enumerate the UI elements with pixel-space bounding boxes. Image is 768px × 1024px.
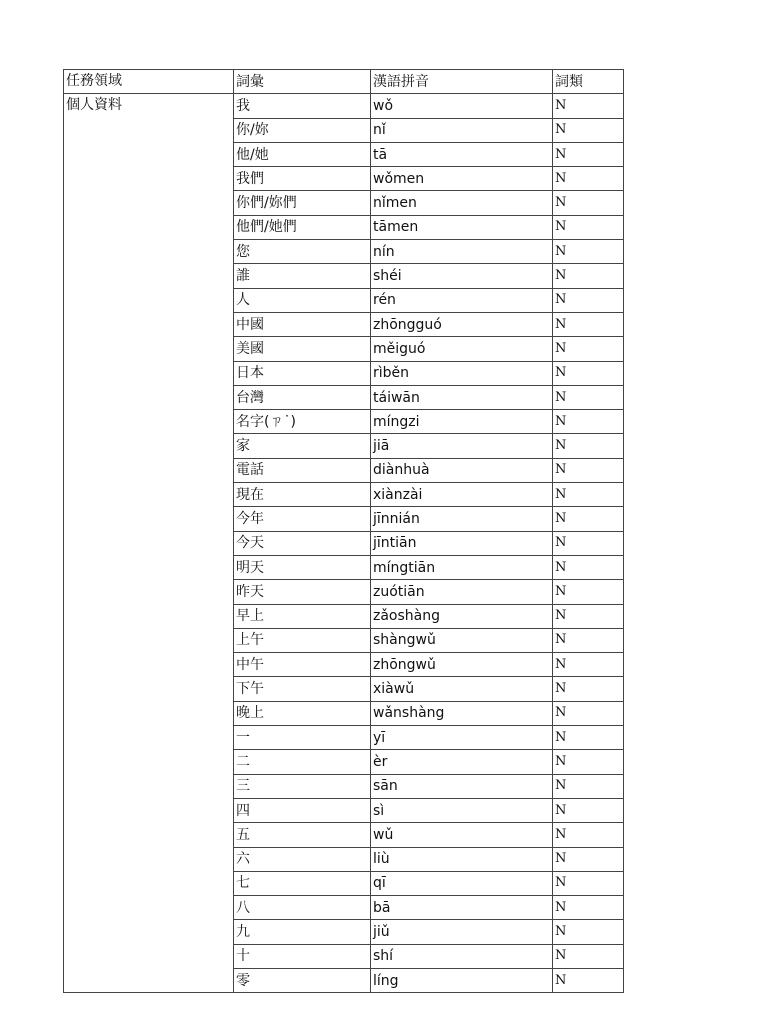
cell-word: 八 xyxy=(234,896,371,920)
cell-type: N xyxy=(553,823,624,847)
cell-word: 三 xyxy=(234,774,371,798)
header-type: 詞類 xyxy=(553,70,624,94)
cell-domain xyxy=(64,288,234,312)
cell-pinyin: jīntiān xyxy=(371,531,553,555)
cell-pinyin: tāmen xyxy=(371,215,553,239)
cell-type: N xyxy=(553,750,624,774)
table-row xyxy=(64,410,624,434)
cell-domain xyxy=(64,118,234,142)
cell-domain xyxy=(64,240,234,264)
cell-word: 他/她 xyxy=(234,142,371,166)
table-row xyxy=(64,871,624,895)
cell-pinyin: liù xyxy=(371,847,553,871)
header-domain: 任務領域 xyxy=(64,70,234,94)
table-row xyxy=(64,677,624,701)
cell-pinyin: zǎoshàng xyxy=(371,604,553,628)
cell-word: 人 xyxy=(234,288,371,312)
cell-word: 晚上 xyxy=(234,701,371,725)
table-row xyxy=(64,118,624,142)
cell-pinyin: sān xyxy=(371,774,553,798)
cell-word: 名字(ㄗ˙) xyxy=(234,410,371,434)
cell-domain xyxy=(64,750,234,774)
table-row xyxy=(64,288,624,312)
cell-domain xyxy=(64,191,234,215)
header-pinyin: 漢語拼音 xyxy=(371,70,553,94)
cell-pinyin: wǔ xyxy=(371,823,553,847)
cell-domain xyxy=(64,264,234,288)
table-row xyxy=(64,798,624,822)
cell-word: 四 xyxy=(234,798,371,822)
cell-domain xyxy=(64,142,234,166)
table-row xyxy=(64,240,624,264)
cell-word: 現在 xyxy=(234,483,371,507)
cell-word: 他們/她們 xyxy=(234,215,371,239)
cell-type: N xyxy=(553,483,624,507)
cell-domain xyxy=(64,677,234,701)
table-row xyxy=(64,215,624,239)
cell-domain xyxy=(64,483,234,507)
cell-pinyin: rìběn xyxy=(371,361,553,385)
table-row xyxy=(64,507,624,531)
cell-type: N xyxy=(553,774,624,798)
cell-domain xyxy=(64,531,234,555)
cell-word: 下午 xyxy=(234,677,371,701)
cell-word: 您 xyxy=(234,240,371,264)
table-row xyxy=(64,531,624,555)
cell-type: N xyxy=(553,240,624,264)
cell-word: 日本 xyxy=(234,361,371,385)
table-row xyxy=(64,750,624,774)
table-row xyxy=(64,628,624,652)
cell-pinyin: jiā xyxy=(371,434,553,458)
table-row xyxy=(64,191,624,215)
cell-type: N xyxy=(553,604,624,628)
cell-type: N xyxy=(553,531,624,555)
cell-word: 今年 xyxy=(234,507,371,531)
table-row xyxy=(64,94,624,118)
cell-pinyin: bā xyxy=(371,896,553,920)
cell-pinyin: zhōngguó xyxy=(371,312,553,336)
cell-pinyin: yī xyxy=(371,726,553,750)
cell-domain xyxy=(64,847,234,871)
cell-domain xyxy=(64,798,234,822)
cell-type: N xyxy=(553,507,624,531)
cell-domain xyxy=(64,312,234,336)
cell-pinyin: wǒ xyxy=(371,94,553,118)
cell-type: N xyxy=(553,288,624,312)
table-row xyxy=(64,920,624,944)
table-header-row xyxy=(64,70,624,94)
cell-domain xyxy=(64,968,234,992)
cell-word: 七 xyxy=(234,871,371,895)
cell-pinyin: shàngwǔ xyxy=(371,628,553,652)
cell-word: 昨天 xyxy=(234,580,371,604)
cell-pinyin: wǎnshàng xyxy=(371,701,553,725)
table-row xyxy=(64,944,624,968)
cell-domain xyxy=(64,653,234,677)
table-row xyxy=(64,312,624,336)
cell-pinyin: qī xyxy=(371,871,553,895)
cell-pinyin: míngzi xyxy=(371,410,553,434)
cell-word: 中國 xyxy=(234,312,371,336)
table-row xyxy=(64,385,624,409)
cell-word: 零 xyxy=(234,968,371,992)
cell-domain xyxy=(64,458,234,482)
cell-type: N xyxy=(553,167,624,191)
vocabulary-table-body xyxy=(64,70,624,993)
cell-domain xyxy=(64,215,234,239)
cell-type: N xyxy=(553,847,624,871)
cell-type: N xyxy=(553,968,624,992)
cell-type: N xyxy=(553,410,624,434)
cell-word: 明天 xyxy=(234,555,371,579)
cell-domain xyxy=(64,337,234,361)
cell-pinyin: rén xyxy=(371,288,553,312)
cell-pinyin: líng xyxy=(371,968,553,992)
cell-pinyin: nǐmen xyxy=(371,191,553,215)
cell-domain xyxy=(64,726,234,750)
cell-type: N xyxy=(553,118,624,142)
cell-pinyin: xiàwǔ xyxy=(371,677,553,701)
table-row xyxy=(64,434,624,458)
table-row xyxy=(64,896,624,920)
cell-word: 你們/妳們 xyxy=(234,191,371,215)
cell-word: 今天 xyxy=(234,531,371,555)
cell-type: N xyxy=(553,191,624,215)
cell-domain xyxy=(64,507,234,531)
cell-word: 早上 xyxy=(234,604,371,628)
cell-domain xyxy=(64,628,234,652)
cell-domain xyxy=(64,580,234,604)
cell-type: N xyxy=(553,458,624,482)
cell-domain xyxy=(64,701,234,725)
cell-domain xyxy=(64,385,234,409)
cell-type: N xyxy=(553,896,624,920)
table-row xyxy=(64,337,624,361)
cell-pinyin: míngtiān xyxy=(371,555,553,579)
cell-type: N xyxy=(553,264,624,288)
cell-type: N xyxy=(553,798,624,822)
cell-pinyin: táiwān xyxy=(371,385,553,409)
table-row xyxy=(64,167,624,191)
cell-domain xyxy=(64,167,234,191)
cell-type: N xyxy=(553,580,624,604)
table-row xyxy=(64,604,624,628)
cell-pinyin: nín xyxy=(371,240,553,264)
cell-type: N xyxy=(553,920,624,944)
cell-word: 台灣 xyxy=(234,385,371,409)
cell-pinyin: jiǔ xyxy=(371,920,553,944)
cell-type: N xyxy=(553,871,624,895)
table-row xyxy=(64,774,624,798)
cell-word: 上午 xyxy=(234,628,371,652)
cell-type: N xyxy=(553,434,624,458)
cell-word: 家 xyxy=(234,434,371,458)
cell-word: 美國 xyxy=(234,337,371,361)
cell-domain xyxy=(64,920,234,944)
cell-type: N xyxy=(553,677,624,701)
cell-domain: 個人資料 xyxy=(64,94,234,118)
cell-pinyin: měiguó xyxy=(371,337,553,361)
cell-pinyin: zuótiān xyxy=(371,580,553,604)
cell-type: N xyxy=(553,701,624,725)
cell-word: 九 xyxy=(234,920,371,944)
table-row xyxy=(64,458,624,482)
table-row xyxy=(64,653,624,677)
vocabulary-table xyxy=(63,69,624,993)
cell-type: N xyxy=(553,215,624,239)
cell-pinyin: wǒmen xyxy=(371,167,553,191)
cell-word: 誰 xyxy=(234,264,371,288)
cell-type: N xyxy=(553,361,624,385)
cell-type: N xyxy=(553,94,624,118)
cell-pinyin: èr xyxy=(371,750,553,774)
cell-type: N xyxy=(553,385,624,409)
cell-domain xyxy=(64,555,234,579)
cell-domain xyxy=(64,604,234,628)
cell-word: 我 xyxy=(234,94,371,118)
cell-pinyin: diànhuà xyxy=(371,458,553,482)
cell-pinyin: tā xyxy=(371,142,553,166)
cell-type: N xyxy=(553,142,624,166)
cell-pinyin: shéi xyxy=(371,264,553,288)
cell-type: N xyxy=(553,337,624,361)
cell-word: 二 xyxy=(234,750,371,774)
cell-type: N xyxy=(553,944,624,968)
table-row xyxy=(64,847,624,871)
cell-pinyin: shí xyxy=(371,944,553,968)
table-row xyxy=(64,968,624,992)
cell-word: 五 xyxy=(234,823,371,847)
cell-word: 六 xyxy=(234,847,371,871)
cell-pinyin: xiànzài xyxy=(371,483,553,507)
cell-domain xyxy=(64,944,234,968)
cell-domain xyxy=(64,871,234,895)
cell-type: N xyxy=(553,726,624,750)
cell-pinyin: zhōngwǔ xyxy=(371,653,553,677)
table-row xyxy=(64,483,624,507)
header-word: 詞彙 xyxy=(234,70,371,94)
cell-pinyin: sì xyxy=(371,798,553,822)
table-row xyxy=(64,726,624,750)
table-row xyxy=(64,555,624,579)
table-row xyxy=(64,580,624,604)
cell-pinyin: nǐ xyxy=(371,118,553,142)
table-row xyxy=(64,142,624,166)
cell-word: 我們 xyxy=(234,167,371,191)
cell-type: N xyxy=(553,555,624,579)
table-row xyxy=(64,361,624,385)
table-row xyxy=(64,701,624,725)
cell-word: 一 xyxy=(234,726,371,750)
cell-type: N xyxy=(553,312,624,336)
cell-domain xyxy=(64,823,234,847)
cell-word: 十 xyxy=(234,944,371,968)
cell-domain xyxy=(64,361,234,385)
cell-pinyin: jīnnián xyxy=(371,507,553,531)
cell-word: 電話 xyxy=(234,458,371,482)
cell-word: 中午 xyxy=(234,653,371,677)
cell-type: N xyxy=(553,653,624,677)
table-row xyxy=(64,823,624,847)
cell-domain xyxy=(64,410,234,434)
cell-domain xyxy=(64,434,234,458)
cell-domain xyxy=(64,774,234,798)
cell-type: N xyxy=(553,628,624,652)
cell-domain xyxy=(64,896,234,920)
cell-word: 你/妳 xyxy=(234,118,371,142)
table-row xyxy=(64,264,624,288)
